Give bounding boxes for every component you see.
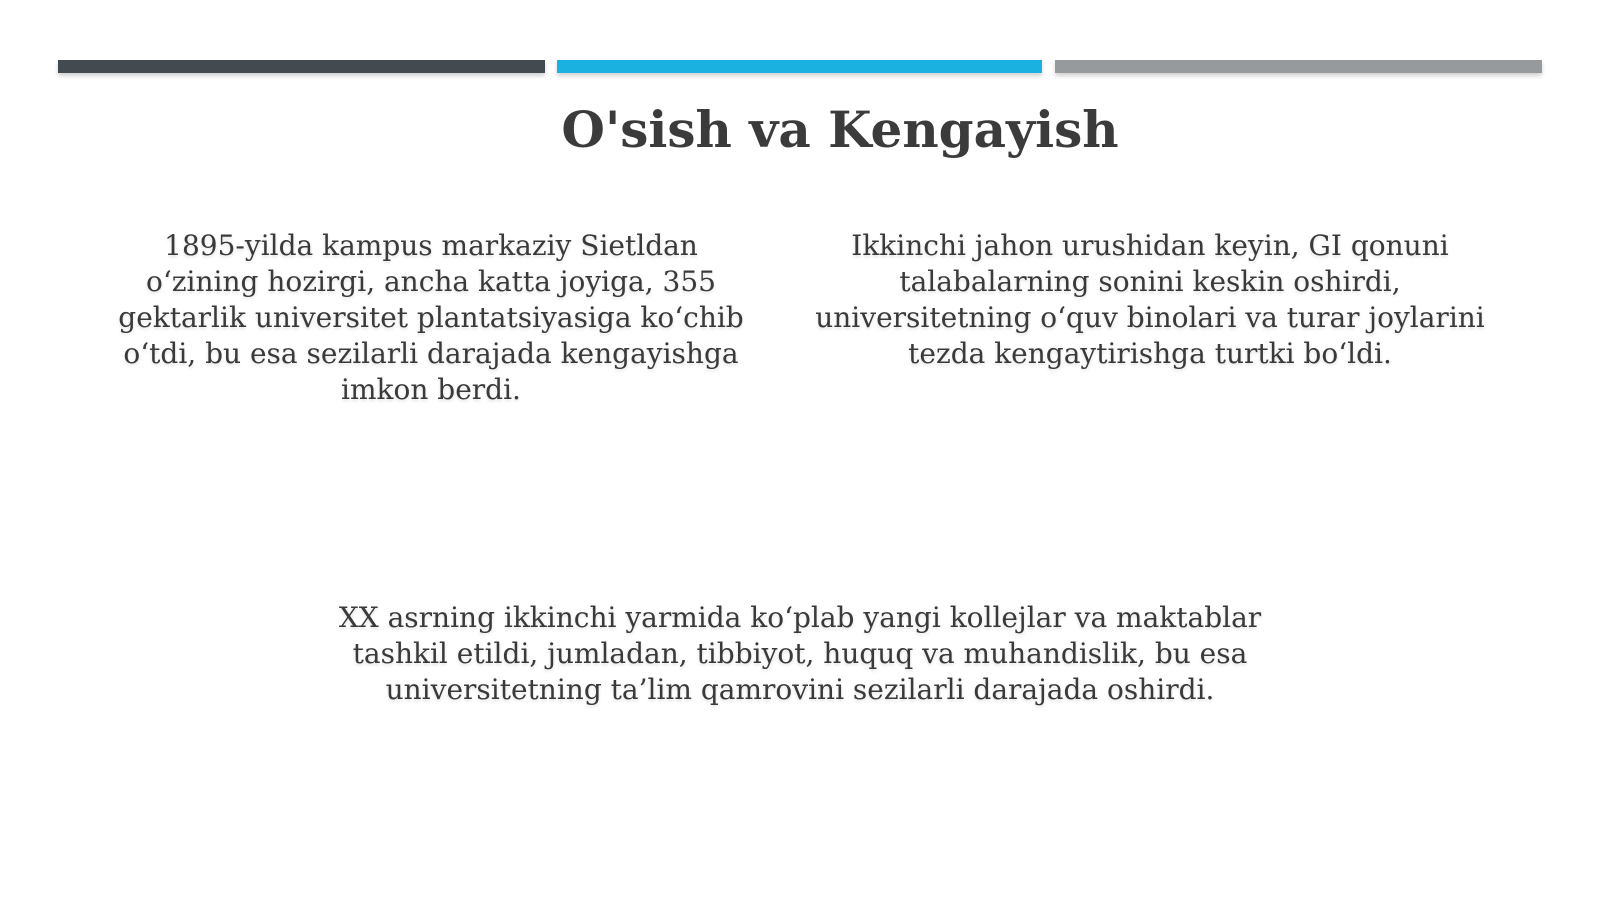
accent-bar-blue: [557, 60, 1042, 73]
slide-title: O'sish va Kengayish: [561, 100, 1119, 159]
accent-bar-dark: [58, 60, 545, 73]
paragraph-left: 1895-yilda kampus markaziy Sietldan o‘zining hozirgi, ancha katta joyiga, 355 gektarlik universitet plantatsiyasiga ko‘chib o‘tdi, bu esa sezilarli darajada kengayishga imkon berdi.: [118, 229, 744, 406]
paragraph-right: Ikkinchi jahon urushidan keyin, GI qonuni talabalarning sonini keskin oshirdi, universitetning o‘quv binolari va turar joylarini tezda kengaytirishga turtki bo‘ldi.: [815, 229, 1485, 370]
accent-bar-gray: [1055, 60, 1542, 73]
paragraph-bottom: XX asrning ikkinchi yarmida ko‘plab yangi kollejlar va maktablar tashkil etildi, jumladan, tibbiyot, huquq va muhandislik, bu esa universitetning ta’lim qamrovini sezilarli darajada oshirdi.: [338, 601, 1262, 706]
top-accent-bars: [58, 60, 1542, 74]
